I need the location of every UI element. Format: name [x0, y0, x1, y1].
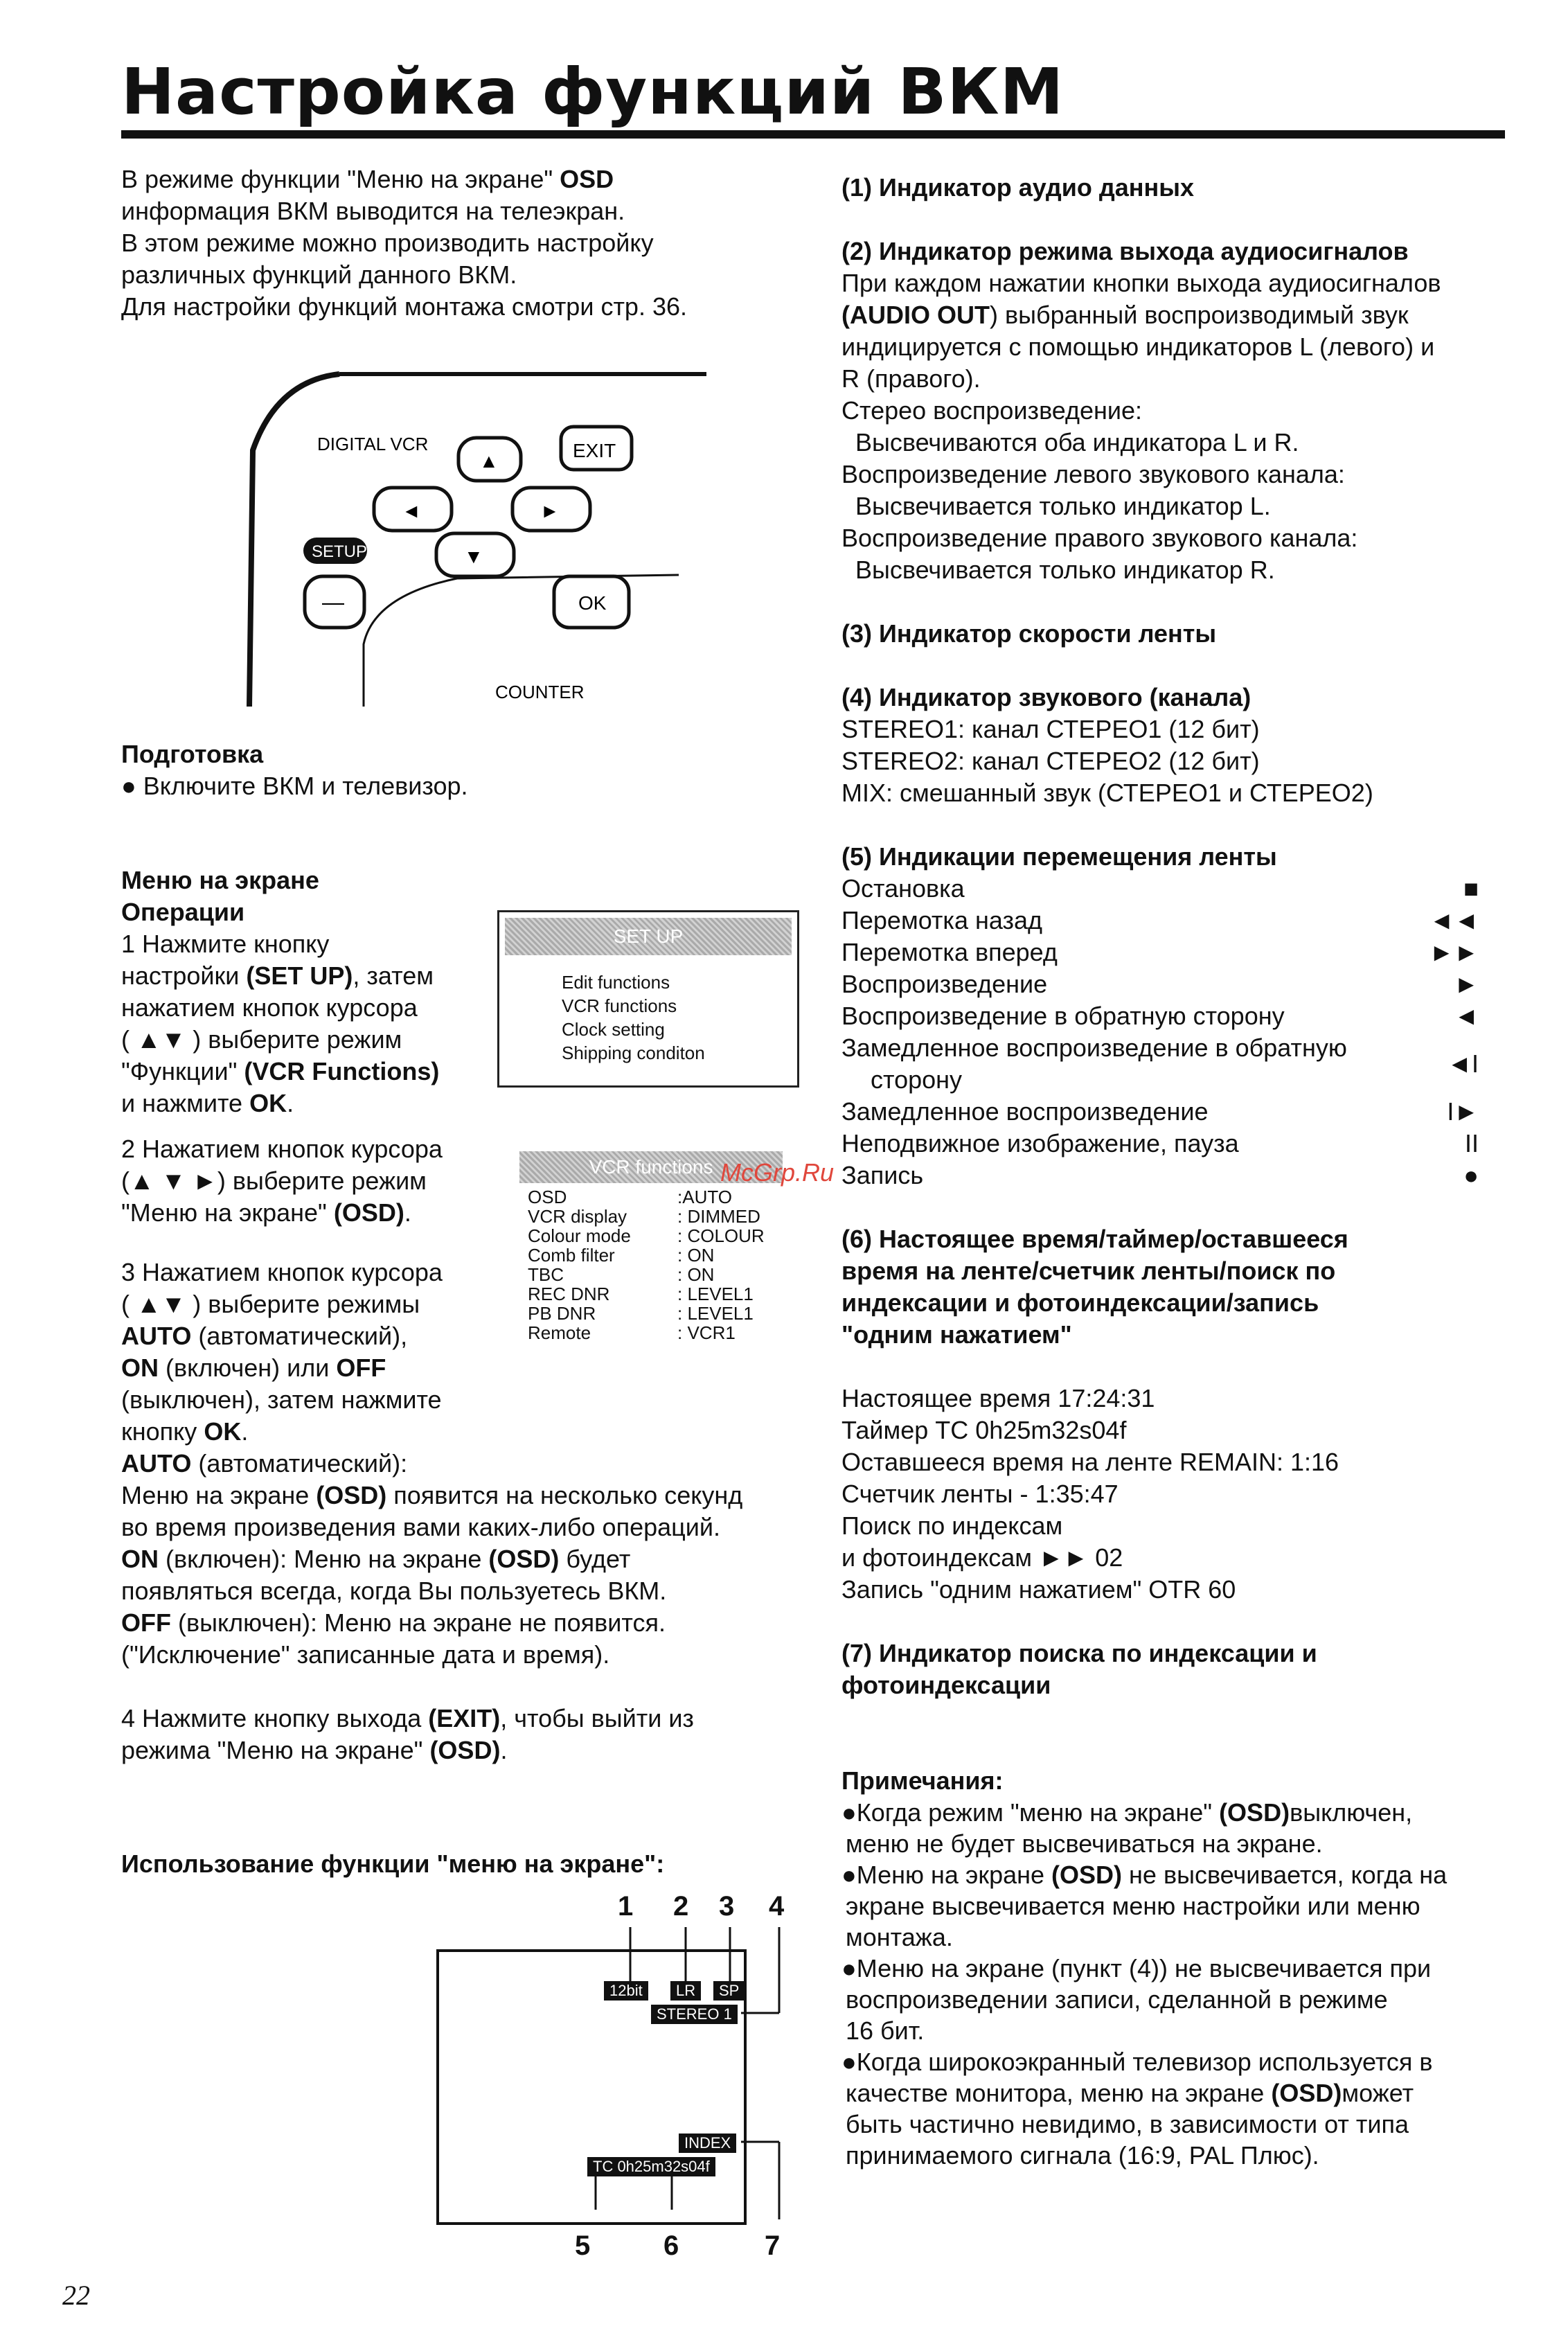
pause-icon: II [1464, 1129, 1479, 1157]
menu-row[interactable]: Remote : VCR1 [528, 1322, 736, 1343]
section-2-text: При каждом нажатии кнопки выхода аудиосигналов (AUDIO OUT) выбранный воспроизводимый звук индицируется с помощью индикаторов L (левого) и R (правого). Стерео воспроизведение: Высвечиваются оба индикатора L и R. Воспроизведение левого звукового канала: Высвечивается только индикатор L. Воспроизведение правого звукового канала: Высвечивается только индикатор R. [841, 269, 1441, 584]
play-icon: ► [1454, 970, 1479, 998]
callout-2: 2 [673, 1891, 689, 1922]
timecode-indicator: TC 0h25m32s04f [587, 2157, 715, 2176]
notes-heading: Примечания: [841, 1766, 1004, 1795]
callout-7: 7 [765, 2230, 781, 2261]
indicator-row: Неподвижное изображение, пауза II [841, 1128, 1479, 1160]
vcr-menu-title: VCR functions [519, 1151, 783, 1183]
right-arrow-icon: ► [540, 500, 560, 522]
section-4-text: STEREO1: канал СТЕРЕО1 (12 бит) STEREO2: канал СТЕРЕО2 (12 бит) MIX: смешанный звук (СТЕРЕО1 и СТЕРЕО2) [841, 715, 1373, 807]
section-6-text: Настоящее время 17:24:31 Таймер TC 0h25m32s04f Оставшееся время на ленте REMAIN: 1:16 Счетчик ленты - 1:35:47 Поиск по индексам и фотоиндексам ►► 02 Запись "одним нажатием" OTR 60 [841, 1384, 1339, 1604]
callout-6: 6 [663, 2230, 679, 2261]
menu-row[interactable]: VCR display : DIMMED [528, 1206, 760, 1227]
setup-menu-screen [497, 910, 799, 1088]
ok-button-label: OK [578, 592, 607, 614]
menu-row[interactable]: PB DNR : LEVEL1 [528, 1303, 754, 1324]
down-arrow-icon: ▼ [464, 546, 483, 567]
record-icon: ● [1463, 1161, 1479, 1189]
reverse-slow-icon: ◄I [1447, 1049, 1479, 1078]
up-button[interactable] [458, 438, 521, 481]
osd-heading: Меню на экране [121, 866, 319, 894]
callout-5: 5 [575, 2230, 591, 2261]
intro-line: Для настройки функций монтажа смотри стр. 36. [121, 292, 687, 321]
menu-row[interactable]: Comb filter : ON [528, 1245, 715, 1266]
indicator-row: Воспроизведение в обратную сторону ◄ [841, 1000, 1479, 1032]
intro-line: В режиме функции "Меню на экране" OSD [121, 165, 614, 193]
callout-4: 4 [769, 1891, 785, 1922]
indicator-row: Замедленное воспроизведение в обратную ◄I [841, 1032, 1479, 1064]
exit-button[interactable] [561, 427, 632, 470]
intro-text [121, 163, 814, 323]
step-4: 4 Нажмите кнопку выхода (EXIT), чтобы выйти из режима "Меню на экране" (OSD). [121, 1704, 694, 1764]
sp-indicator: SP [713, 1981, 745, 2001]
indicator-row: Замедленное воспроизведение I► [841, 1096, 1479, 1128]
lr-indicator: LR [670, 1981, 701, 2001]
counter-label: COUNTER [495, 682, 585, 702]
setup-button[interactable] [303, 538, 367, 564]
menu-item[interactable]: VCR functions [562, 995, 677, 1016]
menu-row[interactable]: OSD :AUTO [528, 1187, 732, 1207]
page-title: Настройка функций ВКМ [121, 55, 1064, 129]
brand-label: DIGITAL VCR [317, 434, 429, 454]
indicator-row: Перемотка назад ◄◄ [841, 905, 1479, 937]
right-column [841, 172, 1506, 2171]
usage-heading: Использование функции "меню на экране": [121, 1849, 665, 1878]
exit-button-label: EXIT [573, 440, 616, 461]
stereo-indicator: STEREO 1 [651, 2005, 738, 2024]
minus-button[interactable] [305, 576, 364, 628]
menu-row[interactable]: REC DNR : LEVEL1 [528, 1284, 754, 1304]
rewind-icon: ◄◄ [1429, 906, 1479, 934]
notes-list: ●Когда режим "меню на экране" (OSD)выключен, меню не будет высвечиваться на экране. ●Меню на экране (OSD) не высвечивается, когда на экране высвечивается меню настройки или меню монтажа. ●Меню на экране (пункт (4)) не высвечивается при воспроизведении записи, сделанной в режиме 16 бит. ●Когда широкоэкранный телевизор используется в качестве монитора, меню на экране (OSD)может быть частично невидимо, в зависимости от типа принимаемого сигнала (16:9, PAL Плюс). [841, 1798, 1447, 2170]
osd-screen-diagram [429, 1891, 817, 2265]
watermark: McGrp.Ru [720, 1158, 835, 1187]
section-1-heading: (1) Индикатор аудио данных [841, 173, 1195, 202]
stop-icon: ■ [1463, 874, 1479, 903]
intro-line: В этом режиме можно производить настройку [121, 229, 654, 257]
menu-row[interactable]: Colour mode : COLOUR [528, 1225, 765, 1246]
indicator-row: Воспроизведение ► [841, 968, 1479, 1000]
menu-item[interactable]: Edit functions [562, 972, 670, 993]
indicator-row: Запись ● [841, 1160, 1479, 1191]
reverse-play-icon: ◄ [1454, 1002, 1479, 1030]
bit-indicator: 12bit [604, 1981, 648, 2001]
menu-item[interactable]: Clock setting [562, 1019, 665, 1040]
indicator-row: Остановка ■ [841, 873, 1479, 905]
left-button[interactable] [374, 488, 452, 531]
section-2-heading: (2) Индикатор режима выхода аудиосигналов [841, 237, 1409, 265]
slow-play-icon: I► [1447, 1097, 1479, 1126]
step-1: 1 Нажмите кнопку настройки (SET UP), затем нажатием кнопок курсора ( ▲▼ ) выберите режим "Функции" (VCR Functions) и нажмите OK. [121, 930, 440, 1117]
preparation-item: ● Включите ВКМ и телевизор. [121, 772, 468, 800]
preparation-section [121, 738, 468, 802]
callout-3: 3 [719, 1891, 735, 1922]
step-3: 3 Нажатием кнопок курсора ( ▲▼ ) выберите режимы AUTO (автоматический), ON (включен) или OFF (выключен), затем нажмите кнопку OK. AUTO (автоматический): Меню на экране (OSD) появится на несколько секунд во время произведения вами каких-либо операций. ON (включен): Меню на экране (OSD) будет появляться всегда, когда Вы пользуетесь ВКМ. OFF (выключен): Меню на экране не появится. ("Исключение" записанные дата и время). [121, 1258, 743, 1669]
section-4-heading: (4) Индикатор звукового (канала) [841, 683, 1251, 711]
down-button[interactable] [436, 533, 514, 576]
section-3-heading: (3) Индикатор скорости ленты [841, 619, 1217, 648]
section-6-heading: (6) Настоящее время/таймер/оставшееся время на ленте/счетчик ленты/поиск по индексации и фотоиндексации/запись "одним нажатием" [841, 1225, 1348, 1349]
minus-icon: — [322, 589, 344, 614]
setup-button-label: SETUP [312, 542, 368, 561]
step-2: 2 Нажатием кнопок курсора (▲ ▼ ►) выберите режим "Меню на экране" (OSD). [121, 1135, 443, 1227]
intro-line: информация ВКМ выводится на телеэкран. [121, 197, 625, 225]
operations-heading: Операции [121, 898, 245, 926]
up-arrow-icon: ▲ [479, 450, 499, 472]
section-5-heading: (5) Индикации перемещения ленты [841, 842, 1277, 871]
intro-line: различных функций данного ВКМ. [121, 260, 517, 289]
right-button[interactable] [513, 488, 590, 531]
tape-indicator-list [841, 873, 1479, 1191]
indicator-row: Перемотка вперед ►► [841, 937, 1479, 968]
section-7-heading: (7) Индикатор поиска по индексации и фотоиндексации [841, 1639, 1317, 1699]
menu-row[interactable]: TBC : ON [528, 1264, 715, 1285]
fast-forward-icon: ►► [1429, 938, 1479, 966]
title-rule [121, 130, 1505, 139]
callout-1: 1 [618, 1891, 634, 1922]
index-indicator: INDEX [679, 2134, 736, 2153]
remote-control-illustration [235, 367, 706, 727]
page-number: 22 [62, 2280, 90, 2311]
menu-item[interactable]: Shipping conditon [562, 1043, 705, 1063]
setup-menu-title: SET UP [505, 918, 792, 955]
callout-lines [429, 1891, 817, 2265]
ok-button[interactable] [554, 576, 629, 628]
left-arrow-icon: ◄ [402, 500, 421, 522]
preparation-heading: Подготовка [121, 740, 264, 768]
indicator-row-continued: сторону [871, 1065, 963, 1094]
